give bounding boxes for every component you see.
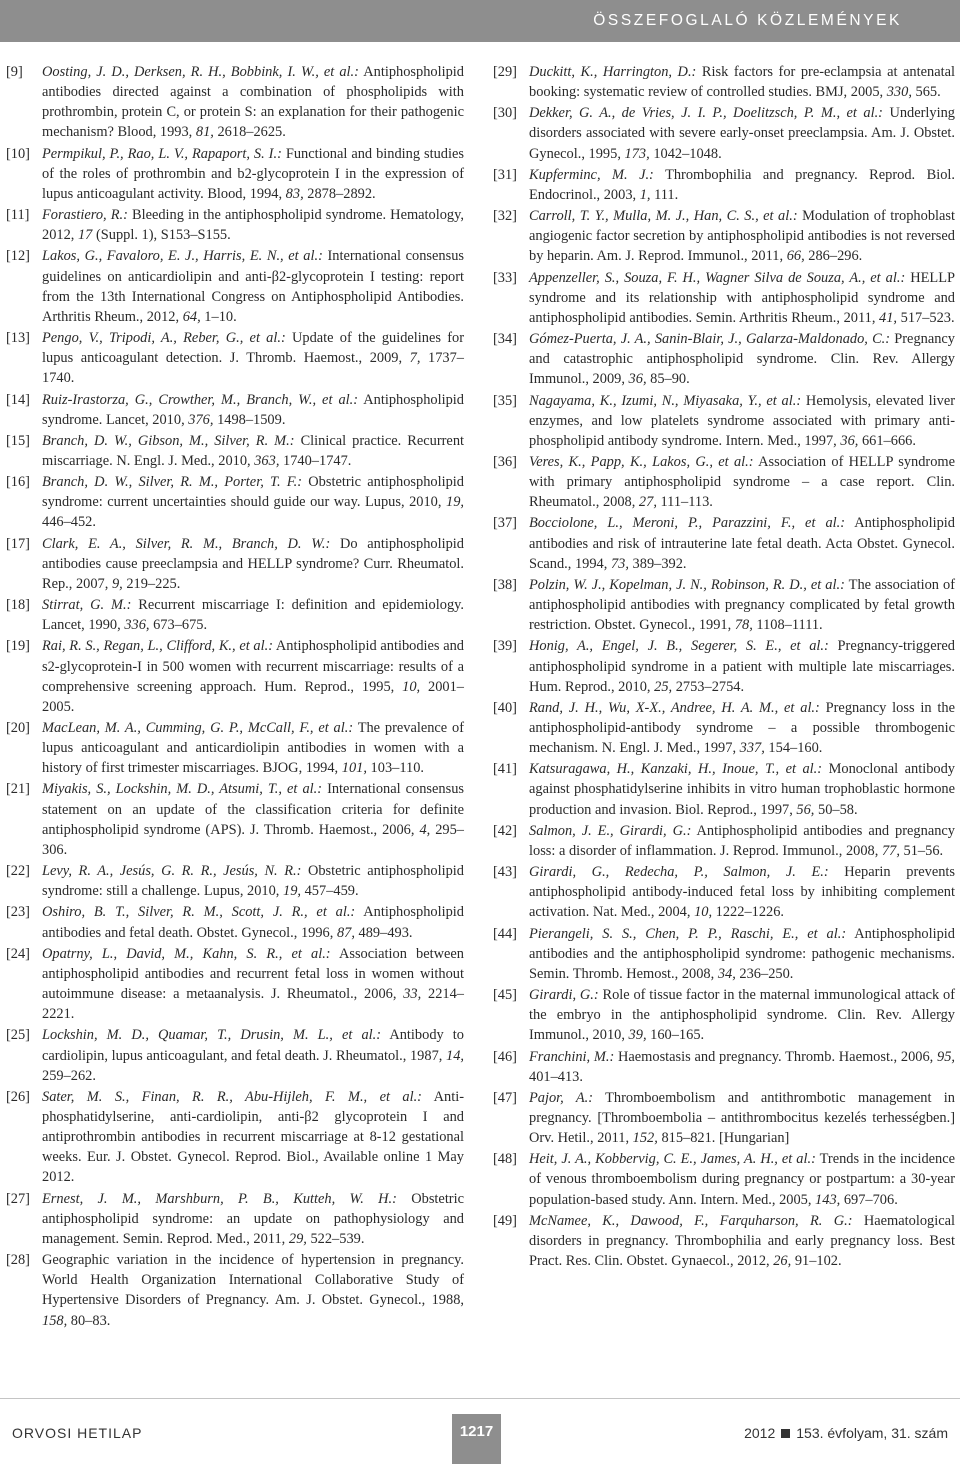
reference-item — [493, 698, 955, 758]
reference-pages: 661–666. — [858, 432, 916, 449]
reference-volume: 78, — [734, 617, 753, 634]
reference-number: [9] — [6, 64, 23, 80]
reference-item — [493, 1047, 955, 1087]
reference-text: Pregnancy and catastrophic antiphospholipid syndrome. Clin. Rev. Allergy Immunol., 2009, — [529, 331, 955, 388]
reference-text: Thrombophilia and pregnancy. Reprod. Biol. Endocrinol., 2003, — [529, 166, 956, 203]
reference-item — [6, 1250, 464, 1331]
reference-volume: 1, — [639, 186, 651, 203]
reference-text: Underlying disorders associated with severe early-onset preeclampsia. Am. J. Obstet. Gynecol., 1995, — [529, 105, 955, 162]
reference-number: [19] — [6, 638, 30, 655]
reference-authors: Katsuragawa, H., Kanzaki, H., Inoue, T., et al.: — [529, 761, 823, 778]
reference-pages: 111. — [650, 186, 679, 203]
reference-pages: 160–165. — [646, 1027, 705, 1044]
reference-text: Obstetric antiphospholipid syndrome: still a challenge. Lupus, 2010, — [42, 863, 464, 900]
reference-authors: Veres, K., Papp, K., Lakos, G., et al.: — [529, 453, 754, 470]
reference-volume: 19, — [283, 883, 302, 900]
reference-text: Haematological disorders in pregnancy. Thrombophilia and early pregnancy loss. Best Pract. Res. Clin. Obstet. Gynaecol., 2012, — [529, 1212, 955, 1270]
reference-volume: 336, — [124, 617, 150, 634]
reference-volume: 17 — [77, 227, 93, 244]
reference-item — [493, 452, 955, 512]
reference-text: The prevalence of lupus anticoagulant and anticardiolipin antibodies in women with a history of first trimester miscarriages. BJOG, 1994, — [42, 720, 464, 777]
reference-pages: 2214–2221. — [42, 986, 464, 1023]
reference-authors: Permpikul, P., Rao, L. V., Rapaport, S. I.: — [42, 145, 282, 162]
reference-volume: 10, — [402, 678, 421, 695]
reference-authors: Girardi, G., Redecha, P., Salmon, J. E.: — [529, 864, 829, 881]
reference-number: [44] — [493, 925, 517, 942]
reference-authors: Bocciolone, L., Meroni, P., Parazzini, F., et al.: — [529, 515, 846, 532]
footer-divider — [0, 1398, 960, 1399]
reference-volume: 33, — [403, 986, 422, 1003]
reference-number: [45] — [493, 987, 517, 1004]
reference-item — [493, 103, 955, 163]
reference-volume: 363, — [254, 452, 280, 469]
reference-item — [6, 534, 464, 594]
reference-item — [493, 165, 955, 205]
reference-authors: Appenzeller, S., Souza, F. H., Wagner Silva de Souza, A., et al.: — [529, 269, 906, 286]
reference-number: [10] — [6, 145, 30, 162]
reference-pages: 565. — [911, 84, 941, 101]
reference-item — [6, 144, 464, 204]
reference-authors: Pierangeli, S. S., Chen, P. P., Raschi, E., et al.: — [529, 925, 847, 942]
reference-item — [493, 759, 955, 819]
reference-number: [24] — [6, 945, 30, 962]
reference-item — [6, 390, 464, 430]
reference-item — [6, 861, 464, 901]
reference-pages: 1042–1048. — [649, 145, 722, 162]
reference-volume: 173, — [624, 145, 650, 162]
reference-pages: 389–392. — [628, 555, 687, 572]
reference-authors: MacLean, M. A., Cumming, G. P., McCall, F., et al.: — [42, 720, 354, 736]
reference-authors: Levy, R. A., Jesús, G. R. R., Jesús, N. R.: — [42, 863, 302, 880]
reference-number: [29] — [493, 64, 517, 80]
reference-authors: Franchini, M.: — [529, 1048, 615, 1065]
reference-pages: 401–413. — [529, 1068, 583, 1085]
reference-authors: Carroll, T. Y., Mulla, M. J., Han, C. S., et al.: — [529, 208, 798, 225]
reference-authors: Forastiero, R.: — [42, 207, 128, 224]
reference-pages: 111–113. — [656, 494, 713, 511]
reference-number: [27] — [6, 1190, 30, 1207]
reference-authors: McNamee, K., Dawood, F., Farquharson, R. G.: — [529, 1212, 853, 1229]
reference-volume: 158, — [42, 1312, 68, 1329]
reference-item — [6, 472, 464, 532]
reference-authors: Kupferminc, M. J.: — [529, 166, 654, 183]
reference-number: [25] — [6, 1027, 30, 1044]
reference-pages: 236–250. — [735, 965, 794, 982]
reference-text: International consensus guidelines on anticardiolipin and anti-β2-glycoprotein I testing: report from the 13th International Congress on Antiphospholipid Antibodies. Arthritis Rheum., 2012, — [42, 248, 464, 325]
reference-text: HELLP syndrome and its relationship with antiphospholipid syndrome and antiphospholipid antibodies. Semin. Arthritis Rheum., 2011, — [529, 269, 955, 326]
reference-text: Do antiphospholipid antibodies cause preeclampsia and HELLP syndrome? Curr. Rheumatol. Rep., 2007, — [42, 535, 464, 592]
reference-authors: Dekker, G. A., de Vries, J. I. P., Doelitzsch, P. M., et al.: — [529, 105, 883, 122]
reference-number: [28] — [6, 1252, 30, 1269]
reference-text: Obstetric antiphospholipid syndrome: current uncertainties should guide our way. Lupus, 2010, — [42, 474, 464, 511]
issue-year: 2012 — [744, 1425, 776, 1441]
reference-pages: 1498–1509. — [213, 411, 286, 428]
reference-text: Haemostasis and pregnancy. Thromb. Haemost., 2006, — [614, 1048, 937, 1065]
reference-volume: 66, — [786, 248, 805, 265]
reference-number: [12] — [6, 248, 30, 265]
reference-item — [6, 328, 464, 388]
reference-pages: 85–90. — [646, 371, 690, 388]
reference-item — [493, 1149, 955, 1209]
reference-authors: Ruiz-Irastorza, G., Crowther, M., Branch, W., et al.: — [42, 391, 359, 408]
reference-number: [47] — [493, 1089, 517, 1106]
reference-authors: Polzin, W. J., Kopelman, J. N., Robinson, R. D., et al.: — [529, 576, 845, 593]
reference-volume: 152, — [632, 1130, 658, 1147]
page-number-box — [452, 1414, 501, 1464]
reference-number: [33] — [493, 269, 517, 286]
reference-item — [493, 329, 955, 389]
reference-text: Antibody to cardiolipin, lupus anticoagulant, and fetal death. J. Rheumatol., 1987, — [42, 1027, 465, 1064]
reference-number: [18] — [6, 597, 30, 614]
reference-item — [6, 595, 464, 635]
reference-pages: (Suppl. 1), S153–S155. — [92, 227, 231, 244]
reference-authors: Heit, J. A., Kobbervig, C. E., James, A. H., et al.: — [529, 1151, 816, 1168]
reference-number: [32] — [493, 208, 517, 225]
reference-number: [49] — [493, 1212, 517, 1229]
reference-pages: 1–10. — [200, 308, 237, 325]
reference-item — [6, 902, 464, 942]
reference-column-left — [6, 62, 464, 1332]
reference-pages: 489–493. — [354, 924, 413, 941]
reference-volume: 56, — [796, 801, 815, 818]
reference-pages: 219–225. — [122, 575, 181, 592]
reference-pages: 51–56. — [899, 842, 944, 859]
reference-authors: Girardi, G.: — [529, 987, 599, 1004]
reference-volume: 7, — [409, 350, 421, 367]
reference-authors: Lockshin, M. D., Quamar, T., Drusin, M. L., et al.: — [42, 1027, 382, 1044]
reference-number: [42] — [493, 822, 517, 839]
issue-volume: 153. évfolyam, 31. szám — [796, 1425, 948, 1441]
reference-number: [43] — [493, 864, 517, 881]
reference-pages: 673–675. — [149, 617, 208, 634]
reference-pages: 815–821. [Hungarian] — [657, 1130, 790, 1147]
reference-pages: 2001–2005. — [42, 678, 465, 715]
reference-number: [20] — [6, 720, 30, 736]
reference-authors: Lakos, G., Favaloro, E. J., Harris, E. N., et al.: — [42, 248, 323, 265]
reference-text: Antiphospholipid antibodies directed against a combination of phospholipids with prothrombin, protein C, or protein S: an explanation for their pathogenic mechanism? Blood, 1993, — [42, 64, 464, 141]
reference-volume: 27, — [638, 494, 657, 511]
reference-authors: Oshiro, B. T., Silver, R. M., Scott, J. R., et al.: — [42, 904, 356, 921]
reference-text: Modulation of trophoblast angiogenic factor secretion by antiphospholipid antibodies is not reversed by heparin. Am. J. Reprod. Immunol., 2011, — [529, 208, 956, 265]
reference-item — [6, 636, 464, 717]
reference-text: Monoclonal antibody against phosphatidylserine inhibits in vitro human trophoblastic hormone production and invasion. Biol. Reprod., 1997, — [529, 761, 955, 818]
reference-volume: 29, — [288, 1230, 307, 1247]
reference-item — [6, 718, 464, 778]
reference-item — [493, 391, 955, 451]
reference-pages: 286–296. — [804, 248, 863, 265]
reference-volume: 34, — [717, 965, 736, 982]
square-separator-icon — [781, 1429, 790, 1438]
reference-volume: 39, — [628, 1027, 647, 1044]
reference-volume: 81, — [195, 124, 214, 141]
reference-pages: 2878–2892. — [303, 185, 376, 202]
reference-authors: Pajor, A.: — [529, 1089, 594, 1106]
reference-volume: 143, — [815, 1191, 841, 1208]
reference-number: [39] — [493, 638, 517, 655]
reference-volume: 25, — [654, 678, 673, 695]
reference-authors: Stirrat, G. M.: — [42, 597, 132, 614]
reference-text: The association of antiphospholipid antibodies with pregnancy complicated by fetal growth restriction. Obstet. Gynecol., 1991, — [529, 576, 955, 634]
reference-authors: Duckitt, K., Harrington, D.: — [529, 64, 697, 80]
reference-text: Risk factors for pre-eclampsia at antenatal booking: systematic review of controlled studies. BMJ, 2005, — [529, 64, 955, 101]
reference-text: Antiphospholipid syndrome. Lancet, 2010, — [42, 391, 465, 428]
reference-text: Antiphospholipid antibodies and the antiphospholipid syndrome: pathogenic mechanisms. Semin. Thromb. Hemost., 2008, — [529, 925, 956, 982]
reference-volume: 83, — [285, 185, 304, 202]
reference-item — [6, 1025, 464, 1085]
reference-authors: Opatrny, L., David, M., Kahn, S. R., et al.: — [42, 945, 331, 962]
reference-volume: 376, — [188, 411, 214, 428]
reference-volume: 101, — [341, 760, 367, 777]
reference-text: Obstetric antiphospholipid syndrome: an update on pathophysiology and management. Semin. Reprod. Med., 2011, — [42, 1190, 464, 1247]
reference-number: [41] — [493, 761, 517, 778]
section-header-bar — [0, 0, 960, 42]
reference-authors: Ernest, J. M., Marshburn, P. B., Kutteh, W. H.: — [42, 1190, 397, 1207]
reference-text: Role of tissue factor in the maternal immunological attack of the embryo in the antiphospholipid syndrome. Clin. Rev. Allergy Immunol., 2010, — [529, 987, 955, 1044]
reference-pages: 1222–1226. — [712, 904, 785, 921]
issue-info — [744, 1425, 948, 1441]
section-title: ÖSSZEFOGLALÓ KÖZLEMÉNYEK — [593, 12, 902, 29]
reference-item — [6, 431, 464, 471]
reference-number: [14] — [6, 391, 30, 408]
reference-volume: 64, — [182, 308, 201, 325]
reference-authors: Honig, A., Engel, J. B., Segerer, S. E., et al.: — [529, 638, 829, 655]
reference-item — [493, 575, 955, 635]
reference-item — [493, 206, 955, 266]
reference-text: Update of the guidelines for lupus anticoagulant detection. J. Thromb. Haemost., 2009, — [42, 330, 464, 367]
reference-authors: Clark, E. A., Silver, R. M., Branch, D. W.: — [42, 535, 331, 552]
reference-pages: 446–452. — [42, 514, 96, 531]
page-number: 1217 — [459, 1423, 494, 1440]
reference-authors: Salmon, J. E., Girardi, G.: — [529, 822, 692, 839]
reference-volume: 41, — [879, 309, 898, 326]
reference-pages: 103–110. — [366, 760, 424, 777]
reference-item — [493, 1211, 955, 1271]
reference-volume: 337, — [739, 740, 765, 757]
reference-text: Bleeding in the antiphospholipid syndrome. Hematology, 2012, — [42, 207, 464, 244]
reference-item — [493, 513, 955, 573]
reference-text: Functional and binding studies of the roles of prothrombin and b2-glycoprotein I in the expression of lupus anticoagulant activity. Blood, 1994, — [42, 145, 464, 202]
reference-number: [38] — [493, 576, 517, 593]
reference-number: [37] — [493, 515, 517, 532]
reference-authors: Pengo, V., Tripodi, A., Reber, G., et al.: — [42, 330, 286, 347]
reference-text: Pregnancy-triggered antiphospholipid syndrome in a patient with multiple late miscarriages. Hum. Reprod., 2010, — [529, 638, 955, 695]
reference-volume: 10, — [694, 904, 713, 921]
reference-item — [6, 1087, 464, 1188]
reference-number: [17] — [6, 535, 30, 552]
reference-pages: 80–83. — [67, 1312, 111, 1329]
reference-text: Association of HELLP syndrome with primary antiphospholipid syndrome – a case report. Clin. Rheumatol., 2008, — [529, 453, 955, 511]
reference-number: [48] — [493, 1151, 517, 1168]
reference-number: [13] — [6, 330, 30, 347]
reference-item — [493, 636, 955, 696]
reference-volume: 9, — [111, 575, 123, 592]
reference-number: [40] — [493, 699, 517, 716]
reference-pages: 517–523. — [897, 309, 955, 326]
reference-number: [35] — [493, 392, 517, 409]
reference-text: Recurrent miscarriage I: definition and epidemiology. Lancet, 1990, — [42, 597, 464, 634]
reference-text: Antiphospholipid antibodies and s2-glycoprotein-I in 500 women with recurrent miscarriage: results of a comprehensive screening approach. Hum. Reprod., 1995, — [42, 638, 465, 695]
reference-number: [11] — [6, 207, 30, 224]
reference-text: Antiphospholipid antibodies and risk of intrauterine late fetal death. Acta Obstet. Gynecol. Scand., 1994, — [529, 515, 956, 572]
reference-item — [6, 205, 464, 245]
reference-number: [34] — [493, 331, 517, 348]
reference-volume: 36, — [628, 371, 647, 388]
reference-item — [6, 246, 464, 327]
reference-authors: Nagayama, K., Izumi, N., Miyasaka, Y., et al.: — [529, 392, 802, 409]
reference-item — [493, 62, 955, 102]
reference-volume: 19, — [446, 494, 464, 511]
reference-number: [30] — [493, 105, 517, 122]
reference-volume: 36, — [840, 432, 859, 449]
reference-text: International consensus statement on an update of the classification criteria for definite antiphospholipid syndrome (APS). J. Thromb. Haemost., 2006, — [42, 781, 464, 838]
reference-authors: Rai, R. S., Regan, L., Clifford, K., et al.: — [42, 638, 273, 655]
reference-item — [493, 821, 955, 861]
reference-text: Clinical practice. Recurrent miscarriage. N. Engl. J. Med., 2010, — [42, 432, 465, 469]
reference-pages: 2753–2754. — [672, 678, 745, 695]
reference-pages: 259–262. — [42, 1067, 96, 1084]
reference-item — [6, 779, 464, 860]
reference-item — [6, 1189, 464, 1249]
reference-authors: Branch, D. W., Silver, R. M., Porter, T. F.: — [42, 474, 303, 491]
reference-authors: Branch, D. W., Gibson, M., Silver, R. M.: — [42, 432, 295, 449]
reference-number: [31] — [493, 166, 517, 183]
reference-pages: 457–459. — [301, 883, 359, 900]
reference-item — [493, 985, 955, 1045]
reference-item — [493, 1088, 955, 1148]
reference-pages: 697–706. — [840, 1191, 898, 1208]
reference-number: [36] — [493, 453, 517, 470]
reference-text: Antiphospholipid antibodies and fetal death. Obstet. Gynecol., 1996, — [42, 904, 465, 941]
reference-volume: 4, — [419, 821, 431, 838]
reference-volume: 14, — [446, 1047, 464, 1064]
reference-text: Anti-phosphatidylserine, anti-cardiolipin, anti-β2 glycoprotein I and antiprothrombin antibodies in recurrent miscarriage at 8-12 gestational weeks. Eur. J. Obstet. Gynecol. Reprod. Biol., Available online 1 May 2012. — [42, 1088, 464, 1186]
reference-volume: 73, — [610, 555, 629, 572]
reference-volume: 330, — [886, 84, 912, 101]
reference-volume: 26, — [773, 1253, 792, 1270]
reference-text: Heparin prevents antiphospholipid antibody-induced fetal loss by inhibiting complement activation. Nat. Med., 2004, — [529, 864, 956, 921]
reference-item — [493, 862, 955, 922]
reference-volume: 95, — [937, 1048, 955, 1065]
reference-pages: 50–58. — [814, 801, 858, 818]
reference-authors: Gómez-Puerta, J. A., Sanin-Blair, J., Galarza-Maldonado, C.: — [529, 331, 891, 348]
reference-authors: Sater, M. S., Finan, R. R., Abu-Hijleh, F. M., et al.: — [42, 1088, 422, 1105]
journal-name: ORVOSI HETILAP — [12, 1425, 143, 1441]
reference-authors: Oosting, J. D., Derksen, R. H., Bobbink, I. W., et al.: — [42, 64, 359, 80]
reference-item — [6, 62, 464, 143]
reference-text: Pregnancy loss in the antiphospholipid-antibody syndrome – a possible thrombogenic mechanism. N. Engl. J. Med., 1997, — [529, 699, 955, 757]
reference-number: [21] — [6, 781, 30, 798]
reference-number: [26] — [6, 1088, 30, 1105]
reference-text: Association between antiphospholipid antibodies and recurrent fetal loss in women without autoimmune disease: a metaanalysis. J. Rheumatol., 2006, — [42, 945, 464, 1003]
reference-authors: Miyakis, S., Lockshin, M. D., Atsumi, T., et al.: — [42, 781, 323, 798]
reference-number: [15] — [6, 432, 30, 449]
reference-item — [6, 944, 464, 1025]
reference-volume: 77, — [881, 842, 900, 859]
reference-authors: Rand, J. H., Wu, X-X., Andree, H. A. M., et al.: — [529, 699, 820, 716]
reference-item — [493, 268, 955, 328]
reference-pages: 1737–1740. — [42, 350, 464, 387]
reference-number: [23] — [6, 904, 30, 921]
reference-pages: 154–160. — [764, 740, 823, 757]
reference-pages: 1740–1747. — [279, 452, 352, 469]
reference-pages: 522–539. — [306, 1230, 365, 1247]
reference-text: Antiphospholipid antibodies and pregnancy loss: a disorder of inflammation. J. Reprod. Immunol., 2008, — [529, 822, 955, 859]
reference-number: [22] — [6, 863, 30, 880]
reference-column-right — [493, 62, 955, 1272]
reference-number: [46] — [493, 1048, 517, 1065]
reference-text: Hemolysis, elevated liver enzymes, and low platelets syndrome associated with primary anti-phospholipid antibody syndrome. Intern. Med., 1997, — [529, 392, 955, 449]
reference-text: Geographic variation in the incidence of hypertension in pregnancy. World Health Organization International Collaborative Study of Hypertensive Disorders of Pregnancy. Am. J. Obstet. Gynecol., 1988, — [42, 1252, 464, 1309]
reference-pages: 2618–2625. — [213, 124, 286, 141]
reference-volume: 87, — [336, 924, 355, 941]
reference-number: [16] — [6, 474, 30, 491]
reference-item — [493, 924, 955, 984]
reference-pages: 1108–1111. — [752, 617, 823, 634]
reference-pages: 91–102. — [791, 1253, 842, 1270]
reference-text: Trends in the incidence of venous thromboembolism during pregnancy or postpartum: a 30-year population-based study. Ann. Intern. Med., 2005, — [529, 1151, 955, 1208]
reference-text: Thromboembolism and antithrombotic management in pregnancy. [Thromboembolia – antithrombocitus kezelés terhességben.] Orv. Hetil., 2011, — [529, 1089, 955, 1147]
reference-pages: 295–306. — [42, 821, 464, 858]
